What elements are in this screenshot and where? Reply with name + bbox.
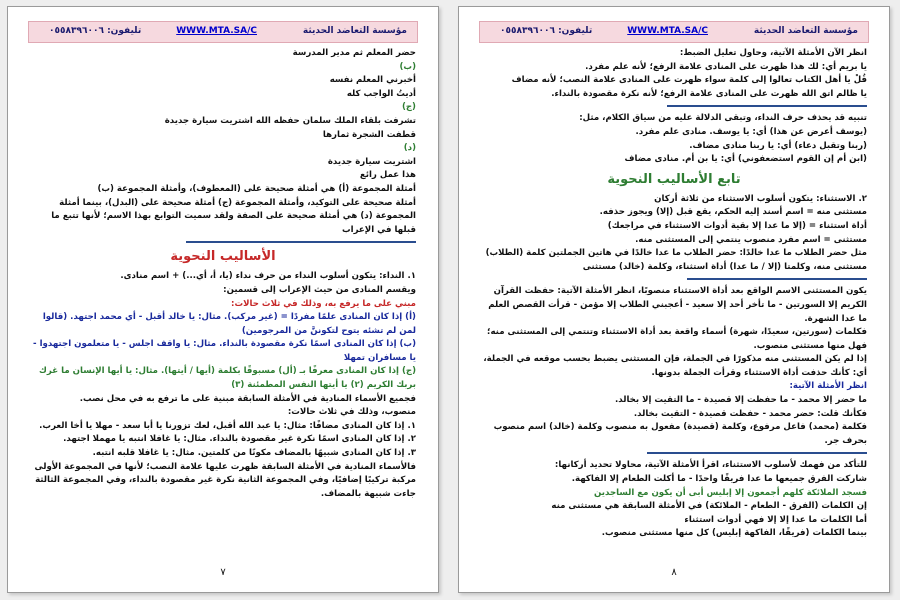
text-line: انظر الأمثلة الآتية: (789, 381, 867, 392)
text-line: (ربنا وتقبل دعاء) أي: يا ربنا منادى مضاف. (689, 140, 867, 151)
text-line: فكلمة (محمد) فاعل مرفوع، وكلمة (قصيدة) مفعول به منصوب وكلمة (خالد) اسم منصوب بحرف جر. (493, 422, 867, 446)
header-tel: تليفون: ٠٥٥٨٣٩٦٠٠٦ (49, 26, 142, 36)
divider (667, 105, 867, 107)
text-line: بينما الكلمات (فريقًا، الفاكهة إبليس) كل منها مستثنى منصوب. (601, 528, 867, 539)
text-line: فسجد الملائكة كلهم أجمعون إلا إبليس أبى أن يكون مع الساجدين (594, 487, 867, 498)
text-line: (ج) (401, 102, 416, 113)
text-line: تشرفت بلقاء الملك سلمان حفظه الله اشتريت سيارة جديدة (164, 115, 416, 126)
text-line: أديتُ الواجب كله (346, 88, 416, 99)
text-line: قُلْ يا أهل الكتاب تعالوا إلى كلمة سواء ظهرت على المنادى علامة النصب؛ لأنه مضاف (511, 75, 867, 86)
divider (687, 278, 867, 280)
header-tel: تليفون: ٠٥٥٨٣٩٦٠٠٦ (500, 26, 593, 36)
text-line: أمثلة صحيحة على التوكيد، وأمثلة المجموعة (ج) أمثلة صحيحة على (البدل)، بينما أمثلة المجموعة (د) هي أمثلة صحيحة على الصفة ولقد سميت التوابع بهذا الاسم؛ لأنها تتبع ما قبلها في الإعراب (51, 197, 416, 235)
divider (186, 241, 416, 243)
text-line: ١. النداء: يتكون أسلوب النداء من حرف نداء (يا، أ، أي...) + اسم منادى. (120, 271, 416, 282)
text-line: أمثلة المجموعة (أ) هي أمثلة صحيحة على (المعطوف)، وأمثلة المجموعة (ب) (97, 183, 416, 194)
text-line: انظر الآن الأمثلة الآتية، وحاول تعليل الضبط: (679, 48, 867, 58)
text-line: حضر المعلم ثم مدير المدرسة (292, 48, 416, 58)
page-number: ٧ (220, 567, 226, 578)
text-line: أما الكلمات ما عدا إلا إلا فهي أدوات استثناء (684, 514, 867, 525)
text-line: هذا عمل رائع (359, 170, 416, 181)
page-header (479, 21, 869, 43)
text-line: (ب) (399, 61, 416, 72)
text-line: ١. إذا كان المنادى مضافًا: مثال: يا عبد الله أقبل، لعك تزورنا يا أبا سعد - مهلا يا أخا العرب. (39, 420, 416, 431)
text-line: ٢. إذا كان المنادى اسمًا نكرة غير مقصودة بالنداء. مثال: يا غافلا انتبه يا مهملا اجتهد. (63, 434, 416, 445)
text-line: إذا لم يكن المستثنى منه مذكورًا في الجملة، فإن المستثنى يضبط بحسب موقعه في الجملة، أي: كأنك حذفت أداة الاستثناء وقرأت الجملة بدونها. (483, 354, 867, 378)
text-line: (ج) إذا كان المنادى معرفًا بـ (أل) مسبوقًا بكلمة (أيها / أيتها). مثال: يا أيها الإنسان ما غرك بربك الكريم (٢) يا أيتها النفس المطمئنة (٣) (39, 366, 416, 391)
header-org: مؤسسة التعاضد الحديثة (753, 26, 858, 36)
text-line: للتأكد من فهمك لأسلوب الاستثناء، اقرأ الأمثلة الآتية، محاولا تحديد أركانها: (554, 460, 867, 471)
text-line: يكون المستثنى الاسم الواقع بعد أداة الاستثناء منصوبًا، انظر الأمثلة الآتية: حفظت القرآن الكريم إلا السورتين - ما تأخر أحد إلا سعيد - أعجبني الطلاب إلا مؤمن - قرأت القصص العلم ما عدا الشهرة. (488, 286, 867, 324)
text-line: يا بريم أي: لك هذا ظهرت على المنادى علامة الرفع؛ لأنه علم مفرد. (585, 61, 867, 72)
text-line: يا ظالم اتق الله ظهرت على المنادى علامة الرفع؛ لأنه نكرة مقصودة بالنداء. (551, 88, 867, 99)
text-line: ٢. الاستثناء: يتكون أسلوب الاستثناء من ثلاثة أركان (654, 193, 867, 204)
header-org: مؤسسة التعاضد الحديثة (302, 26, 407, 36)
text-line: مستثنى منه = اسم أسند إليه الحكم، يقع قبل (إلا) ويجوز حذفه. (599, 207, 867, 218)
page-right (458, 6, 890, 593)
divider (647, 452, 867, 454)
text-line: مستثنى = اسم مفرد منصوب ينتمي إلى المستثنى منه. (635, 234, 867, 245)
page-body (481, 47, 867, 541)
text-line: فكأنك قلت: حضر محمد - حفظت قصيدة - التقيت بخالد. (633, 408, 867, 419)
text-line: (يوسف أعرض عن هذا) أي: يا يوسف. منادى علم مفرد. (635, 126, 867, 137)
text-line: (د) (403, 143, 416, 154)
text-line: إن الكلمات (الفرق - الطعام - الملائكة) في الأمثلة السابقة هي مستثنى منه (551, 501, 867, 512)
text-line: منصوب، وذلك في ثلاث حالات: (287, 407, 416, 418)
text-line: (ابن أم إن القوم استضعفوني) أي: يا بن أم. منادى مضاف (624, 154, 867, 165)
text-line: فكلمات (سورتين، سعيدًا، شهرة) أسماء واقعة بعد أداة الاستثناء وتنتمي إلى المستثنى منه؛ فهل منها مستثنى منصوب. (487, 327, 867, 351)
page-left (7, 6, 439, 593)
text-line: أخبرني المعلم نفسه (329, 75, 416, 86)
text-line: مبني على ما يرفع به، وذلك في ثلاث حالات: (231, 298, 416, 309)
text-line: فجميع الأسماء المنادية في الأمثلة السابقة مبنية على ما ترفع به في محل نصب. (79, 393, 416, 404)
text-line: (أ) إذا كان المنادى علمًا مفردًا = (غير مركب). مثال: يا خالد أقبل - أي محمد اجتهد. (قالوا لمن لم تشئه يتوح لتكوننَّ من المرجومين) (42, 312, 416, 336)
section-title: الأساليب النحوية (170, 249, 276, 265)
text-line: فالأسماء المنادية في الأمثلة السابقة ظهرت عليها علامة النصب؛ لأنها في المجموعة الأولى مركبة تركيبًا إضافيًا، وفي المجموعة الثانية نكرة غير مقصودة بالنداء، وفي المجموعة الثالثة جاءت شبيهة بالمضاف. (34, 461, 416, 499)
text-line: ما حضر إلا محمد - ما حفظت إلا قصيدة - ما التقيت إلا بخالد. (614, 395, 867, 406)
page-header (28, 21, 418, 43)
text-line: تنبيه قد يحذف حرف النداء، وتبقى الدلالة عليه من سياق الكلام، مثل: (579, 113, 867, 124)
section-title: تابع الأساليب النحوية (607, 171, 741, 187)
text-line: شاركت الفرق جميعها ما عدا فريقًا واحدًا - ما أكلت الطعام إلا الفاكهة. (571, 474, 867, 485)
page-number: ٨ (671, 567, 677, 578)
text-line: ويقسم المنادى من حيث الإعراب إلى قسمين: (223, 284, 416, 295)
text-line: أداة استثناء = (إلا ما عدا إلا بقية أدوات الاستثناء في مراجعك) (607, 220, 867, 231)
text-line: ٣. إذا كان المنادى شبيهًا بالمضاف مكونًا من كلمتين. مثال: يا غافلا قلبه انتبه. (92, 448, 416, 459)
text-line: اشتريت سيارة جديدة (327, 156, 416, 167)
text-line: قطفت الشجرة ثمارها (322, 129, 416, 140)
header-url[interactable]: WWW.MTA.SA/C (627, 26, 708, 36)
text-line: مثل حضر الطلاب ما عدا خالدًا: حضر الطلاب ما عدا خالدًا في هاتين الجملتين كلمة (الطلاب) مستثنى منه، وكلمتا (إلا / ما عدا) أداة استثناء، وكلمة (خالد) مستثنى (485, 248, 867, 272)
text-line: (ب) إذا كان المنادى اسمًا نكرة مقصودة بالنداء. مثال: يا واقف اجلس - يا متعلمون اجتهدوا - يا مسافران تمهلا (33, 339, 416, 363)
page-body (30, 47, 416, 501)
header-url[interactable]: WWW.MTA.SA/C (176, 26, 257, 36)
